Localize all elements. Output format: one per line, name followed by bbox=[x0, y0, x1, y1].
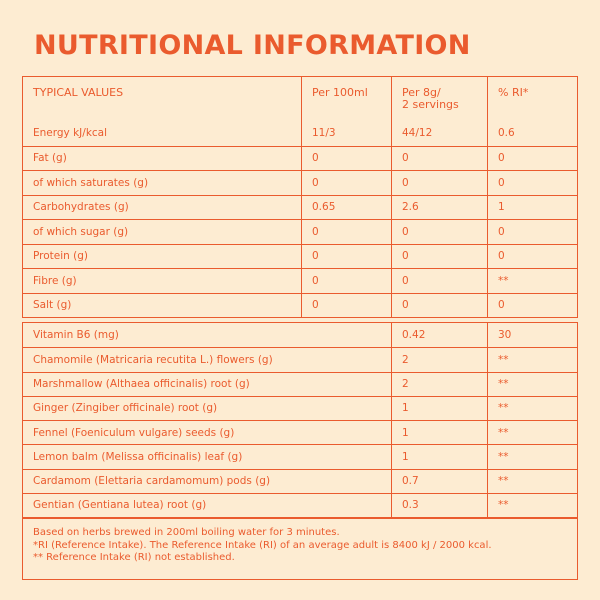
footnote-line: Based on herbs brewed in 200ml boiling water for 3 minutes. bbox=[33, 527, 340, 538]
nutrient-label: of which saturates (g) bbox=[33, 176, 149, 189]
header-per-8g-line1: Per 8g/ bbox=[402, 86, 441, 99]
footnote-line: *RI (Reference Intake). The Reference Intake (RI) of an average adult is 8400 kJ / 2000 kcal. bbox=[33, 539, 492, 551]
table-row bbox=[23, 493, 577, 517]
header-per-8g bbox=[391, 77, 487, 121]
value-per-8g: 0 bbox=[391, 294, 487, 318]
value-ri: 0 bbox=[487, 220, 577, 244]
table-row bbox=[23, 372, 577, 396]
value-per-8g: 0 bbox=[391, 147, 487, 171]
value-per-100ml: 11/3 bbox=[301, 121, 391, 146]
nutrient-label: Protein (g) bbox=[33, 250, 89, 263]
nutrient-label: Energy kJ/kcal bbox=[33, 127, 108, 140]
footnote-line: ** Reference Intake (RI) not established. bbox=[33, 552, 235, 563]
header-per-100ml: Per 100ml bbox=[301, 77, 391, 121]
value-per-8g: 0.3 bbox=[391, 494, 487, 517]
ingredients-table bbox=[22, 322, 578, 518]
header-per-8g-line2: 2 servings bbox=[402, 98, 459, 111]
value-ri: ** bbox=[487, 445, 577, 468]
value-per-8g: 0.7 bbox=[391, 470, 487, 493]
value-ri: 0 bbox=[487, 171, 577, 195]
ingredient-label: Fennel (Foeniculum vulgare) seeds (g) bbox=[33, 426, 235, 439]
table-row bbox=[23, 219, 577, 244]
ingredient-label: Chamomile (Matricaria recutita L.) flowers (g) bbox=[33, 353, 273, 366]
table-row bbox=[23, 323, 577, 347]
table-row bbox=[23, 268, 577, 293]
ingredient-label: Cardamom (Elettaria cardamomum) pods (g) bbox=[33, 475, 271, 488]
value-per-8g: 1 bbox=[391, 445, 487, 468]
table-row bbox=[23, 444, 577, 468]
value-per-8g: 44/12 bbox=[391, 121, 487, 146]
value-per-100ml: 0 bbox=[301, 147, 391, 171]
table-row bbox=[23, 396, 577, 420]
value-ri: 0 bbox=[487, 294, 577, 318]
value-per-100ml: 0 bbox=[301, 171, 391, 195]
header-typical-values: TYPICAL VALUES bbox=[33, 86, 124, 99]
footnotes-box bbox=[22, 518, 578, 580]
ingredient-label: Marshmallow (Althaea officinalis) root (g) bbox=[33, 378, 250, 391]
ingredient-label: Ginger (Zingiber officinale) root (g) bbox=[33, 402, 218, 415]
nutrient-label: Salt (g) bbox=[33, 299, 72, 312]
value-ri: 0.6 bbox=[487, 121, 577, 146]
value-per-100ml: 0 bbox=[301, 294, 391, 318]
page-title: NUTRITIONAL INFORMATION bbox=[34, 30, 471, 61]
value-ri: 1 bbox=[487, 196, 577, 220]
value-per-100ml: 0 bbox=[301, 220, 391, 244]
table-row bbox=[23, 195, 577, 220]
value-per-8g: 2.6 bbox=[391, 196, 487, 220]
value-per-8g: 1 bbox=[391, 421, 487, 444]
nutrient-label: Carbohydrates (g) bbox=[33, 201, 129, 214]
nutrition-table bbox=[22, 76, 578, 318]
nutrient-label: Fibre (g) bbox=[33, 274, 77, 287]
header-ri: % RI* bbox=[487, 77, 577, 121]
value-ri: ** bbox=[487, 494, 577, 517]
ingredient-label: Lemon balm (Melissa officinalis) leaf (g) bbox=[33, 450, 243, 463]
value-ri: 0 bbox=[487, 245, 577, 269]
value-ri: 30 bbox=[487, 323, 577, 347]
table-row bbox=[23, 469, 577, 493]
value-ri: ** bbox=[487, 373, 577, 396]
ingredient-label: Gentian (Gentiana lutea) root (g) bbox=[33, 499, 207, 512]
value-per-8g: 0 bbox=[391, 220, 487, 244]
table-row bbox=[23, 170, 577, 195]
nutrient-label: of which sugar (g) bbox=[33, 225, 129, 238]
value-per-8g: 1 bbox=[391, 397, 487, 420]
table-row bbox=[23, 121, 577, 146]
value-per-8g: 0.42 bbox=[391, 323, 487, 347]
nutrient-label: Fat (g) bbox=[33, 152, 67, 165]
table-row bbox=[23, 293, 577, 318]
value-ri: ** bbox=[487, 269, 577, 293]
value-per-100ml: 0 bbox=[301, 269, 391, 293]
value-ri: 0 bbox=[487, 147, 577, 171]
value-ri: ** bbox=[487, 348, 577, 371]
table-row bbox=[23, 146, 577, 171]
table-header-row bbox=[23, 77, 577, 121]
ingredient-label: Vitamin B6 (mg) bbox=[33, 329, 119, 342]
table-row bbox=[23, 244, 577, 269]
value-per-8g: 0 bbox=[391, 269, 487, 293]
value-per-100ml: 0.65 bbox=[301, 196, 391, 220]
value-ri: ** bbox=[487, 421, 577, 444]
value-ri: ** bbox=[487, 470, 577, 493]
value-per-8g: 0 bbox=[391, 171, 487, 195]
table-row bbox=[23, 420, 577, 444]
value-per-8g: 2 bbox=[391, 348, 487, 371]
value-per-8g: 2 bbox=[391, 373, 487, 396]
value-ri: ** bbox=[487, 397, 577, 420]
value-per-8g: 0 bbox=[391, 245, 487, 269]
value-per-100ml: 0 bbox=[301, 245, 391, 269]
table-row bbox=[23, 347, 577, 371]
